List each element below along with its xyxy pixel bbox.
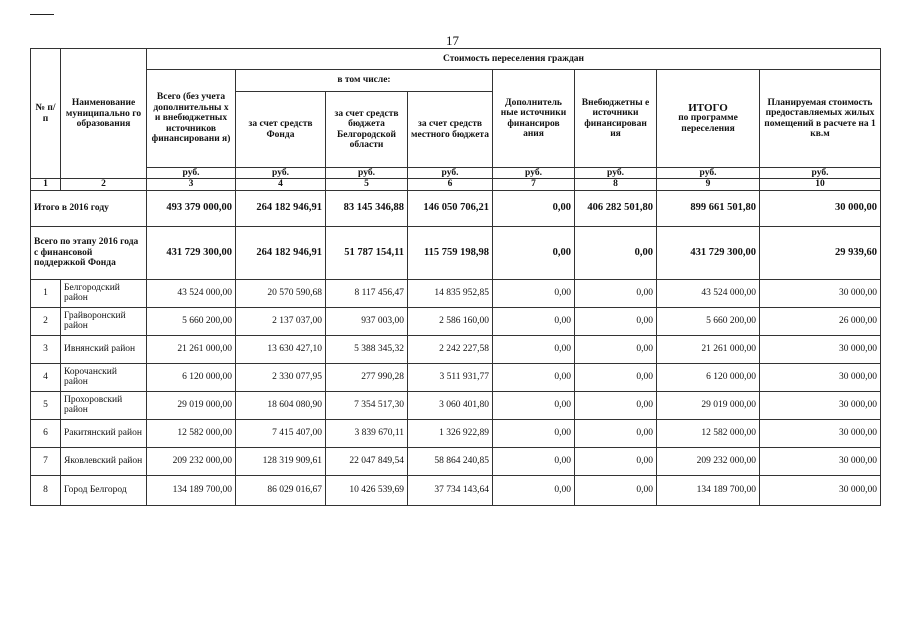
cell-value: 2 586 160,00 xyxy=(408,307,493,335)
header-col-no: № п/п xyxy=(31,49,61,179)
cell-value: 12 582 000,00 xyxy=(657,419,760,447)
cell-value: 6 120 000,00 xyxy=(657,363,760,391)
cell-value: 264 182 946,91 xyxy=(236,226,326,279)
cell-value: 43 524 000,00 xyxy=(657,279,760,307)
cell-value: 5 388 345,32 xyxy=(326,335,408,363)
row-no: 4 xyxy=(31,363,61,391)
table-row xyxy=(31,226,881,279)
column-number: 2 xyxy=(61,179,147,190)
unit-cell: руб. xyxy=(657,168,760,179)
cell-value: 8 117 456,47 xyxy=(326,279,408,307)
cell-value: 51 787 154,11 xyxy=(326,226,408,279)
column-number: 10 xyxy=(760,179,881,190)
cell-value: 0,00 xyxy=(493,475,575,505)
cell-value: 30 000,00 xyxy=(760,447,881,475)
header-extrabudget: Внебюджетны е источники финансирован ия xyxy=(575,70,657,168)
cell-value: 431 729 300,00 xyxy=(657,226,760,279)
header-subgroup: в том числе: xyxy=(236,70,493,92)
column-number: 7 xyxy=(493,179,575,190)
table-row xyxy=(31,307,881,335)
cell-value: 30 000,00 xyxy=(760,335,881,363)
header-local: за счет средств местного бюджета xyxy=(408,92,493,168)
cell-value: 30 000,00 xyxy=(760,391,881,419)
cell-value: 0,00 xyxy=(575,475,657,505)
cell-value: 29 939,60 xyxy=(760,226,881,279)
cell-value: 29 019 000,00 xyxy=(147,391,236,419)
header-additional: Дополнитель ные источники финансиров ания xyxy=(493,70,575,168)
cell-value: 43 524 000,00 xyxy=(147,279,236,307)
unit-cell: руб. xyxy=(147,168,236,179)
cost-table xyxy=(30,48,881,506)
cell-value: 21 261 000,00 xyxy=(657,335,760,363)
cell-value: 0,00 xyxy=(493,419,575,447)
row-no: 2 xyxy=(31,307,61,335)
cell-value: 30 000,00 xyxy=(760,279,881,307)
cell-value: 26 000,00 xyxy=(760,307,881,335)
cell-value: 0,00 xyxy=(575,419,657,447)
row-name: Ивнянский район xyxy=(61,335,147,363)
table-row xyxy=(31,279,881,307)
unit-cell: руб. xyxy=(326,168,408,179)
header-col-name: Наименование муниципально го образования xyxy=(61,49,147,179)
cell-value: 0,00 xyxy=(493,335,575,363)
cell-value: 14 835 952,85 xyxy=(408,279,493,307)
cell-value: 209 232 000,00 xyxy=(147,447,236,475)
cell-value: 0,00 xyxy=(493,447,575,475)
table-row xyxy=(31,475,881,505)
cell-value: 134 189 700,00 xyxy=(657,475,760,505)
row-no: 1 xyxy=(31,279,61,307)
cell-value: 10 426 539,69 xyxy=(326,475,408,505)
column-number: 4 xyxy=(236,179,326,190)
cell-value: 12 582 000,00 xyxy=(147,419,236,447)
row-no: 5 xyxy=(31,391,61,419)
cell-value: 0,00 xyxy=(575,226,657,279)
row-name: Корочанский район xyxy=(61,363,147,391)
unit-cell: руб. xyxy=(493,168,575,179)
cell-value: 0,00 xyxy=(575,447,657,475)
row-name: Белгородский район xyxy=(61,279,147,307)
header-regional: за счет средств бюджета Белгородской области xyxy=(326,92,408,168)
row-no: 7 xyxy=(31,447,61,475)
header-total-no-extra: Всего (без учета дополнительны х и внебюджетных источников финансировани я) xyxy=(147,70,236,168)
row-no: 6 xyxy=(31,419,61,447)
cell-value: 128 319 909,61 xyxy=(236,447,326,475)
cell-value: 30 000,00 xyxy=(760,475,881,505)
column-number: 6 xyxy=(408,179,493,190)
cell-value: 0,00 xyxy=(493,307,575,335)
cell-value: 264 182 946,91 xyxy=(236,190,326,226)
header-itogo xyxy=(657,70,760,168)
unit-cell: руб. xyxy=(236,168,326,179)
cell-value: 22 047 849,54 xyxy=(326,447,408,475)
cell-value: 18 604 080,90 xyxy=(236,391,326,419)
unit-cell: руб. xyxy=(408,168,493,179)
row-no: 8 xyxy=(31,475,61,505)
cell-value: 5 660 200,00 xyxy=(657,307,760,335)
cell-value: 0,00 xyxy=(575,335,657,363)
table-row xyxy=(31,447,881,475)
cell-value: 29 019 000,00 xyxy=(657,391,760,419)
cell-value: 30 000,00 xyxy=(760,190,881,226)
cell-value: 1 326 922,89 xyxy=(408,419,493,447)
cell-value: 431 729 300,00 xyxy=(147,226,236,279)
cell-value: 3 839 670,11 xyxy=(326,419,408,447)
cell-value: 83 145 346,88 xyxy=(326,190,408,226)
cell-value: 6 120 000,00 xyxy=(147,363,236,391)
row-name: Яковлевский район xyxy=(61,447,147,475)
row-name: Итого в 2016 году xyxy=(31,190,147,226)
column-number: 8 xyxy=(575,179,657,190)
cell-value: 5 660 200,00 xyxy=(147,307,236,335)
cell-value: 13 630 427,10 xyxy=(236,335,326,363)
unit-cell: руб. xyxy=(575,168,657,179)
table-row xyxy=(31,419,881,447)
row-name: Ракитянский район xyxy=(61,419,147,447)
cell-value: 0,00 xyxy=(493,190,575,226)
cell-value: 937 003,00 xyxy=(326,307,408,335)
cell-value: 406 282 501,80 xyxy=(575,190,657,226)
table-row xyxy=(31,335,881,363)
row-name: Грайворонский район xyxy=(61,307,147,335)
cell-value: 2 137 037,00 xyxy=(236,307,326,335)
cell-value: 0,00 xyxy=(493,391,575,419)
cell-value: 146 050 706,21 xyxy=(408,190,493,226)
cell-value: 134 189 700,00 xyxy=(147,475,236,505)
page-number: 17 xyxy=(446,33,459,48)
cell-value: 3 511 931,77 xyxy=(408,363,493,391)
header-itogo-title: ИТОГО xyxy=(688,101,728,114)
cell-value: 37 734 143,64 xyxy=(408,475,493,505)
cell-value: 2 330 077,95 xyxy=(236,363,326,391)
cell-value: 0,00 xyxy=(493,226,575,279)
cell-value: 0,00 xyxy=(493,279,575,307)
cell-value: 86 029 016,67 xyxy=(236,475,326,505)
cell-value: 0,00 xyxy=(575,279,657,307)
cell-value: 21 261 000,00 xyxy=(147,335,236,363)
cell-value: 0,00 xyxy=(493,363,575,391)
row-no: 3 xyxy=(31,335,61,363)
cell-value: 899 661 501,80 xyxy=(657,190,760,226)
cell-value: 0,00 xyxy=(575,391,657,419)
cell-value: 58 864 240,85 xyxy=(408,447,493,475)
cell-value: 493 379 000,00 xyxy=(147,190,236,226)
header-group-title: Стоимость переселения граждан xyxy=(147,49,881,70)
header-planned: Планируемая стоимость предоставляемых жилых помещений в расчете на 1 кв.м xyxy=(760,70,881,168)
cell-value: 277 990,28 xyxy=(326,363,408,391)
cell-value: 3 060 401,80 xyxy=(408,391,493,419)
cell-value: 2 242 227,58 xyxy=(408,335,493,363)
row-name: Всего по этапу 2016 года с финансовой поддержкой Фонда xyxy=(31,226,147,279)
cell-value: 20 570 590,68 xyxy=(236,279,326,307)
header-itogo-sub: по программе переселения xyxy=(678,113,738,134)
column-number: 3 xyxy=(147,179,236,190)
cell-value: 30 000,00 xyxy=(760,419,881,447)
column-number: 9 xyxy=(657,179,760,190)
cell-value: 0,00 xyxy=(575,307,657,335)
header-fund: за счет средств Фонда xyxy=(236,92,326,168)
unit-cell: руб. xyxy=(760,168,881,179)
row-name: Прохоровский район xyxy=(61,391,147,419)
row-name: Город Белгород xyxy=(61,475,147,505)
cell-value: 7 415 407,00 xyxy=(236,419,326,447)
table-row xyxy=(31,391,881,419)
top-rule xyxy=(30,14,54,15)
cell-value: 7 354 517,30 xyxy=(326,391,408,419)
cell-value: 30 000,00 xyxy=(760,363,881,391)
table-row xyxy=(31,363,881,391)
cell-value: 115 759 198,98 xyxy=(408,226,493,279)
cell-value: 0,00 xyxy=(575,363,657,391)
column-number: 1 xyxy=(31,179,61,190)
cell-value: 209 232 000,00 xyxy=(657,447,760,475)
column-number: 5 xyxy=(326,179,408,190)
table-row xyxy=(31,190,881,226)
